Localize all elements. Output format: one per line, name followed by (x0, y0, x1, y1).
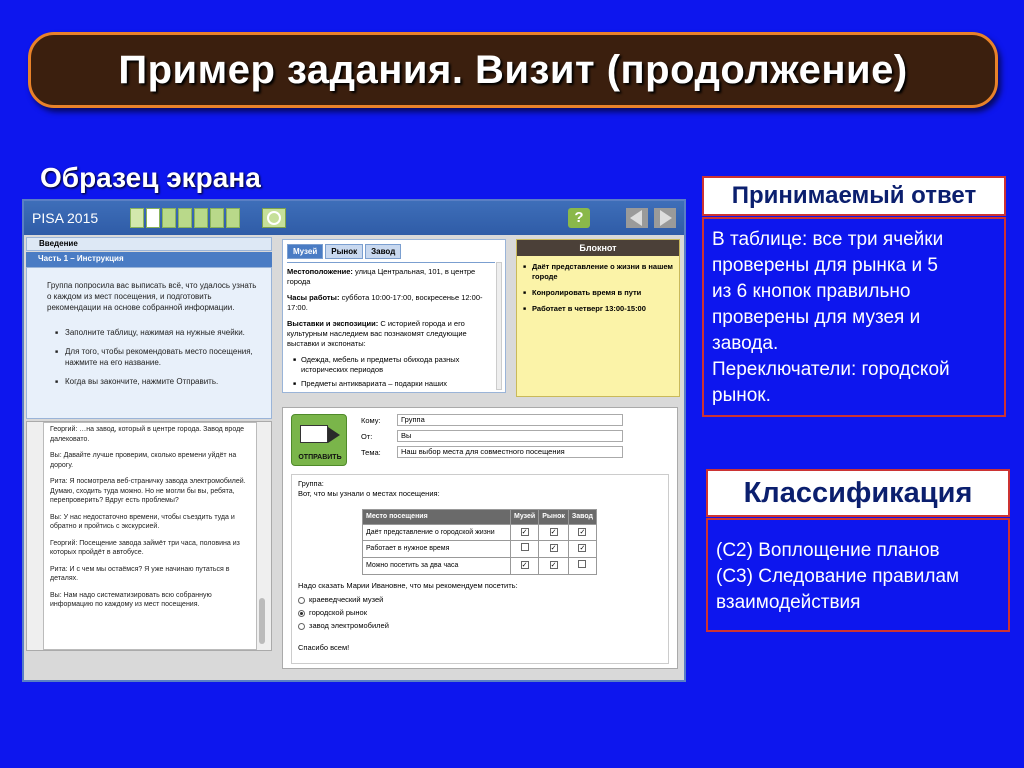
info-scrollbar[interactable] (496, 262, 502, 390)
chat-message: Рита: Я посмотрела веб-страничку завода электромобилей. Думаю, сходить туда можно. Но не могли бы вы, ребята, перепроверить? Вдруг есть проблемы? (50, 478, 246, 504)
classification-line: (С2) Воплощение планов (716, 540, 940, 561)
nav-item-intro[interactable]: Введение (26, 237, 272, 251)
answer-heading: Принимаемый ответ (702, 176, 1006, 216)
answer-line: В таблице: все три ячейки (712, 229, 944, 250)
radio-icon (298, 597, 305, 604)
instruction-item: ■ Когда вы закончите, нажмите Отправить. (55, 376, 263, 387)
radio-option[interactable] (298, 608, 389, 618)
progress-cell (130, 208, 144, 228)
to-label: Кому: (361, 416, 381, 425)
answer-line: рынок. (712, 385, 771, 406)
tab-market[interactable]: Рынок (325, 244, 363, 259)
answer-line: завода. (712, 333, 779, 354)
to-field[interactable]: Группа (397, 414, 623, 426)
location-value: улица Центральная, 101, в центре города (287, 267, 476, 286)
exhibit-item: ■ Предметы антиквариата – подарки наших (293, 379, 495, 389)
chat-message: Георгий: Посещение завода займёт три часа, половина из которых пройдёт в автобусе. (50, 539, 240, 556)
nav-item-part1[interactable]: Часть 1 – Инструкция (26, 252, 272, 267)
envelope-icon (300, 425, 328, 443)
table-header: Завод (568, 510, 596, 525)
answer-line: проверены для рынка и 5 (712, 255, 938, 276)
answer-line: проверены для музея и (712, 307, 921, 328)
chat-panel (26, 421, 272, 651)
next-arrow-icon[interactable] (654, 208, 676, 228)
checkbox[interactable]: ✓ (579, 528, 586, 536)
answer-line: из 6 кнопок правильно (712, 281, 911, 302)
progress-cell (178, 208, 192, 228)
pisa-screenshot (22, 199, 686, 682)
arrow-right-icon (328, 427, 340, 443)
subject-label: Тема: (361, 448, 381, 457)
chat-log (43, 422, 257, 650)
answer-line: Переключатели: городской (712, 359, 950, 380)
send-button-label: ОТПРАВИТЬ (298, 454, 342, 461)
checkbox[interactable] (521, 543, 529, 551)
checkbox[interactable] (578, 560, 586, 568)
message-intro: Вот, что мы узнали о местах посещения: (298, 489, 440, 498)
radio-option[interactable] (298, 621, 389, 631)
checkbox[interactable]: ✓ (521, 562, 528, 569)
row-label: Работает в нужное время (363, 541, 511, 558)
progress-indicator (130, 208, 240, 228)
back-arrow-icon[interactable] (626, 208, 648, 228)
notepad-panel (516, 239, 680, 397)
classification-body (706, 518, 1010, 632)
row-label: Даёт представление о городской жизни (363, 525, 511, 541)
notepad-title: Блокнот (517, 240, 679, 256)
table-row (363, 541, 597, 558)
pisa-toolbar (24, 201, 684, 235)
place-info-text (287, 262, 495, 390)
message-greeting: Группа: (298, 479, 324, 488)
chat-scrollbar[interactable] (259, 598, 265, 644)
options-group (298, 595, 389, 634)
progress-cell (210, 208, 224, 228)
recommend-text: Надо сказать Марии Ивановне, что мы рекомендуем посетить: (298, 581, 518, 590)
chat-message: Георгий: …на завод, который в центре города. Завод вроде далековато. (50, 426, 245, 443)
checkbox[interactable]: ✓ (550, 528, 557, 536)
tab-museum[interactable]: Музей (287, 244, 323, 259)
send-button[interactable] (291, 414, 347, 466)
table-row (363, 558, 597, 575)
radio-label: краеведческий музей (309, 595, 384, 604)
chat-message: Вы: Давайте лучше проверим, сколько времени уйдёт на дорогу. (50, 452, 237, 469)
message-closing: Спасибо всем! (298, 643, 350, 652)
chat-message: Рита: И с чем мы остаёмся? Я уже начинаю путаться в деталях. (50, 565, 230, 582)
classification-line: (С3) Следование правилам (716, 566, 960, 587)
notepad-item: ■ Работает в четверг 13:00-15:00 (523, 304, 673, 314)
radio-label: завод электромобилей (309, 621, 389, 630)
place-tabs (287, 244, 401, 259)
classification-line: взаимодействия (716, 592, 861, 613)
notepad-item: ■ Даёт представление о жизни в нашем городе (523, 262, 673, 282)
slide-title-banner (28, 32, 998, 108)
table-header: Место посещения (363, 510, 511, 525)
timer-icon[interactable] (262, 208, 286, 228)
checkbox[interactable]: ✓ (550, 562, 557, 569)
places-table (362, 509, 597, 575)
row-label: Можно посетить за два часа (363, 558, 511, 575)
instructions-panel (26, 267, 272, 419)
location-label: Местоположение: (287, 267, 353, 276)
classification-heading: Классификация (706, 469, 1010, 517)
radio-icon (298, 610, 305, 617)
hours-value: суббота 10:00-17:00, воскресенье 12:00-17:00. (287, 293, 483, 312)
radio-icon (298, 623, 305, 630)
chat-message: Вы: У нас недостаточно времени, чтобы съездить туда и обратно и пройтись с экскурсией. (50, 513, 235, 530)
table-header: Музей (511, 510, 539, 525)
subject-field[interactable]: Наш выбор места для совместного посещения (397, 446, 623, 458)
place-info-panel (282, 239, 506, 393)
notepad-item: ■ Конролировать время в пути (523, 288, 673, 298)
sample-screen-label: Образец экрана (40, 162, 261, 193)
progress-cell (226, 208, 240, 228)
answer-body (702, 217, 1006, 417)
checkbox[interactable]: ✓ (579, 545, 586, 552)
email-composer (282, 407, 678, 669)
message-body[interactable] (291, 474, 669, 664)
radio-option[interactable] (298, 595, 389, 605)
radio-label: городской рынок (309, 608, 368, 617)
table-header: Рынок (539, 510, 569, 525)
checkbox[interactable]: ✓ (550, 545, 557, 552)
help-icon[interactable]: ? (568, 208, 590, 228)
progress-cell (194, 208, 208, 228)
pisa-app-title: PISA 2015 (32, 210, 99, 226)
chat-message: Вы: Нам надо систематизировать всю собранную информацию по каждому из мест посещения. (50, 591, 212, 608)
exhibit-item: ■ Одежда, мебель и предметы обихода разных исторических периодов (293, 355, 495, 375)
instruction-item: ■ Заполните таблицу, нажимая на нужные ячейки. (55, 327, 263, 338)
from-label: От: (361, 432, 373, 441)
table-row (363, 525, 597, 541)
tab-factory[interactable]: Завод (365, 244, 401, 259)
slide-title: Пример задания. Визит (продолжение) (118, 47, 908, 92)
progress-cell-current (146, 208, 160, 228)
exhibits-label: Выставки и экспозиции: (287, 319, 379, 328)
instruction-item: ■ Для того, чтобы рекомендовать место посещения, нажмите на его название. (55, 346, 263, 368)
instructions-intro: Группа попросила вас выписать всё, что удалось узнать о каждом из мест посещения, и подготовить рекомендации на основе собранной информации. (47, 281, 257, 312)
hours-label: Часы работы: (287, 293, 340, 302)
from-field[interactable]: Вы (397, 430, 623, 442)
progress-cell (162, 208, 176, 228)
checkbox[interactable]: ✓ (521, 528, 528, 536)
exhibits-value: С историей города и его культурным наследием вас познакомят следующие выставки и экспонаты: (287, 319, 467, 348)
